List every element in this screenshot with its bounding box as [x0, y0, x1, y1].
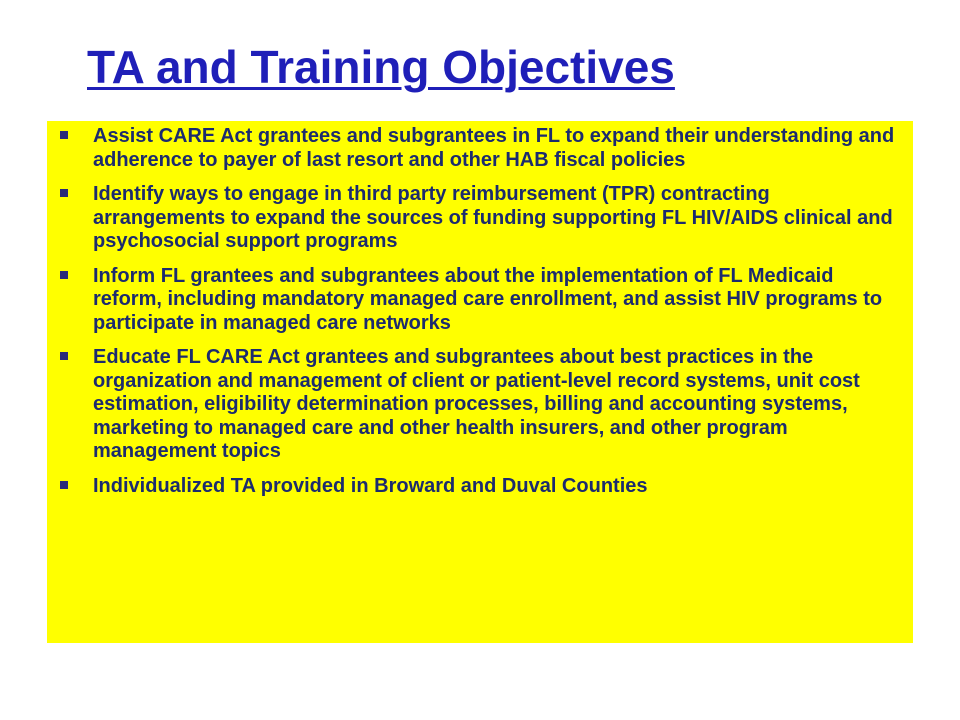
- objectives-list: [60, 125, 900, 509]
- square-bullet-icon: [60, 131, 68, 139]
- list-item: [60, 125, 900, 172]
- list-item: [60, 183, 900, 254]
- bullet-text: Inform FL grantees and subgrantees about the implementation of FL Medicaid reform, including mandatory managed care enrollment, and assist HIV programs to participate in managed care networks: [93, 264, 883, 334]
- list-item: [60, 265, 900, 336]
- bullet-text: Assist CARE Act grantees and subgrantees in FL to expand their understanding and adherence to payer of last resort and other HAB fiscal policies: [93, 125, 895, 171]
- list-item: [60, 346, 900, 464]
- square-bullet-icon: [60, 189, 68, 197]
- bullet-text: Individualized TA provided in Broward and Duval Counties: [93, 474, 648, 497]
- square-bullet-icon: [60, 271, 68, 279]
- objectives-box: [47, 121, 913, 643]
- square-bullet-icon: [60, 352, 68, 360]
- square-bullet-icon: [60, 481, 68, 489]
- bullet-text: Educate FL CARE Act grantees and subgrantees about best practices in the organization and management of client or patient-level record systems, unit cost estimation, eligibility determination processes, billing and accounting systems, marketing to managed care and other health insurers, and other program management topics: [93, 346, 860, 462]
- list-item: [60, 475, 900, 499]
- slide-title: TA and Training Objectives: [87, 41, 675, 93]
- bullet-text: Identify ways to engage in third party reimbursement (TPR) contracting arrangements to expand the sources of funding supporting FL HIV/AIDS clinical and psychosocial support programs: [93, 183, 893, 252]
